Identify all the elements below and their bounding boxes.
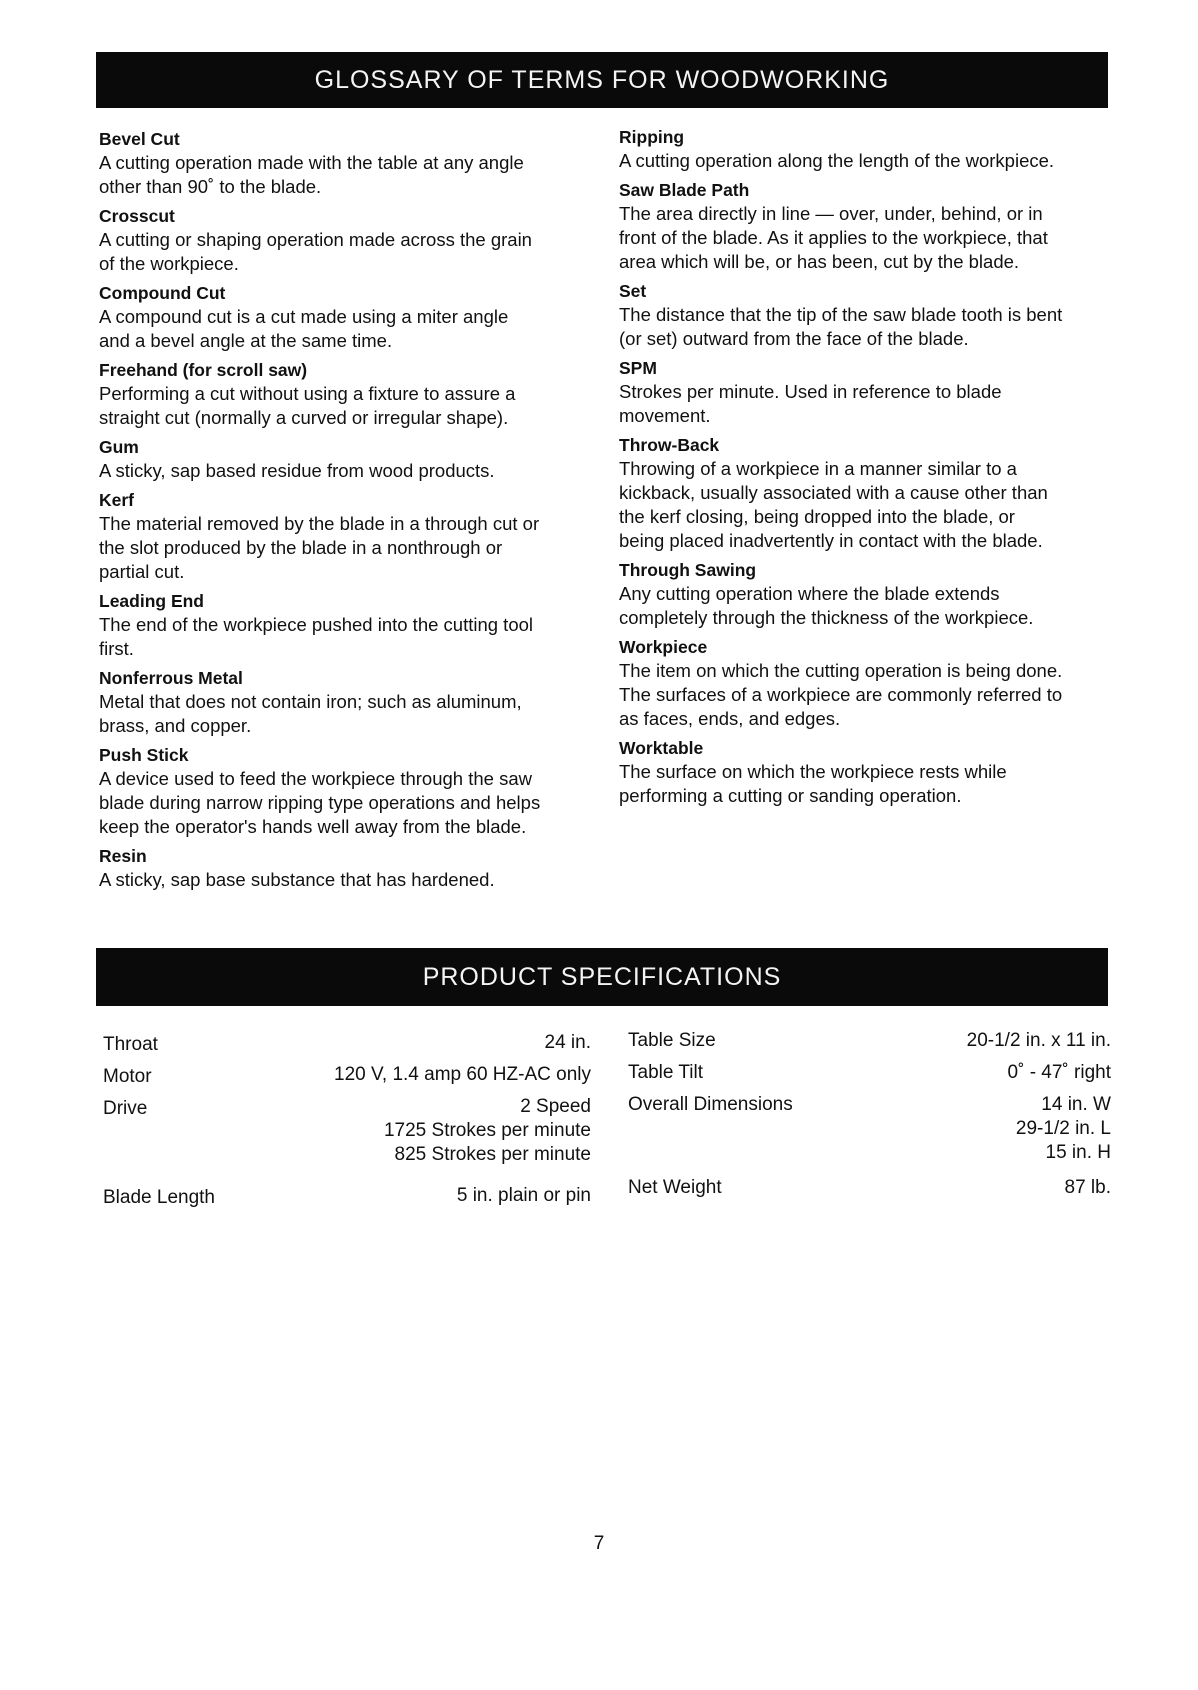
term-name: Nonferrous Metal — [99, 668, 243, 688]
spec-value: 0˚ - 47˚ right — [1007, 1062, 1111, 1083]
spec-value: 24 in. — [544, 1032, 591, 1053]
term-definition: The area directly in line — over, under, behind, or in front of the blade. As it applies to the workpiece, that area which will be, or has been, cut by the blade. — [619, 203, 1048, 272]
term-name: Workpiece — [619, 637, 708, 657]
spec-value: 87 lb. — [1064, 1177, 1111, 1198]
term-name: Crosscut — [99, 206, 175, 226]
specs-heading: PRODUCT SPECIFICATIONS — [96, 948, 1108, 1006]
term-definition: A device used to feed the workpiece through the saw blade during narrow ripping type operations and helps keep the operator's hands well away from the blade. — [99, 768, 541, 837]
term-definition: The material removed by the blade in a through cut or the slot produced by the blade in a nonthrough or partial cut. — [99, 513, 540, 582]
term-name: Compound Cut — [99, 283, 226, 303]
spec-label: Overall Dimensions — [628, 1094, 793, 1115]
term-name: Freehand (for scroll saw) — [99, 360, 308, 380]
term-definition: The end of the workpiece pushed into the cutting tool first. — [99, 614, 534, 659]
term-definition: A sticky, sap based residue from wood products. — [99, 460, 495, 481]
spec-label: Table Tilt — [628, 1062, 703, 1083]
glossary-heading: GLOSSARY OF TERMS FOR WOODWORKING — [96, 52, 1108, 108]
spec-value: 5 in. plain or pin — [456, 1185, 591, 1206]
term-name: Resin — [99, 846, 147, 866]
term-name: Worktable — [619, 738, 704, 758]
term-name: SPM — [619, 358, 657, 378]
term-definition: The item on which the cutting operation is being done. The surfaces of a workpiece are commonly referred to as faces, ends, and edges. — [619, 660, 1063, 729]
spec-label: Throat — [103, 1034, 158, 1055]
term-definition: Metal that does not contain iron; such as aluminum, brass, and copper. — [99, 691, 522, 736]
term-definition: The surface on which the workpiece rests while performing a cutting or sanding operation. — [619, 761, 1007, 806]
spec-value: 14 in. W 29-1/2 in. L 15 in. H — [1015, 1094, 1111, 1163]
term-name: Set — [619, 281, 647, 301]
spec-value: 20-1/2 in. x 11 in. — [966, 1030, 1111, 1051]
term-definition: A compound cut is a cut made using a miter angle and a bevel angle at the same time. — [99, 306, 509, 351]
term-name: Ripping — [619, 127, 685, 147]
term-name: Throw-Back — [619, 435, 720, 455]
term-definition: A cutting operation made with the table at any angle other than 90˚ to the blade. — [99, 152, 524, 197]
spec-label: Table Size — [628, 1030, 716, 1051]
term-definition: A cutting operation along the length of the workpiece. — [619, 150, 1055, 171]
term-name: Gum — [99, 437, 139, 457]
term-name: Leading End — [99, 591, 204, 611]
term-definition: A cutting or shaping operation made across the grain of the workpiece. — [99, 229, 532, 274]
spec-value: 2 Speed 1725 Strokes per minute 825 Strokes per minute — [383, 1096, 591, 1165]
term-name: Bevel Cut — [99, 129, 180, 149]
term-name: Saw Blade Path — [619, 180, 750, 200]
term-name: Push Stick — [99, 745, 189, 765]
term-definition: The distance that the tip of the saw blade tooth is bent (or set) outward from the face of the blade. — [619, 304, 1063, 349]
term-definition: Any cutting operation where the blade extends completely through the thickness of the workpiece. — [619, 583, 1034, 628]
term-definition: Strokes per minute. Used in reference to blade movement. — [619, 381, 1002, 426]
spec-label: Blade Length — [103, 1187, 215, 1208]
term-definition: Performing a cut without using a fixture to assure a straight cut (normally a curved or irregular shape). — [99, 383, 516, 428]
term-definition: A sticky, sap base substance that has hardened. — [99, 869, 495, 890]
spec-label: Drive — [103, 1098, 148, 1119]
term-name: Kerf — [99, 490, 135, 510]
term-name: Through Sawing — [619, 560, 757, 580]
spec-label: Net Weight — [628, 1177, 722, 1198]
spec-label: Motor — [103, 1066, 152, 1087]
spec-value: 120 V, 1.4 amp 60 HZ-AC only — [334, 1064, 591, 1085]
term-definition: Throwing of a workpiece in a manner similar to a kickback, usually associated with a cause other than the kerf closing, being dropped into the blade, or being placed inadvertently in contact with the blade. — [619, 458, 1048, 551]
page-number: 7 — [593, 1533, 605, 1554]
